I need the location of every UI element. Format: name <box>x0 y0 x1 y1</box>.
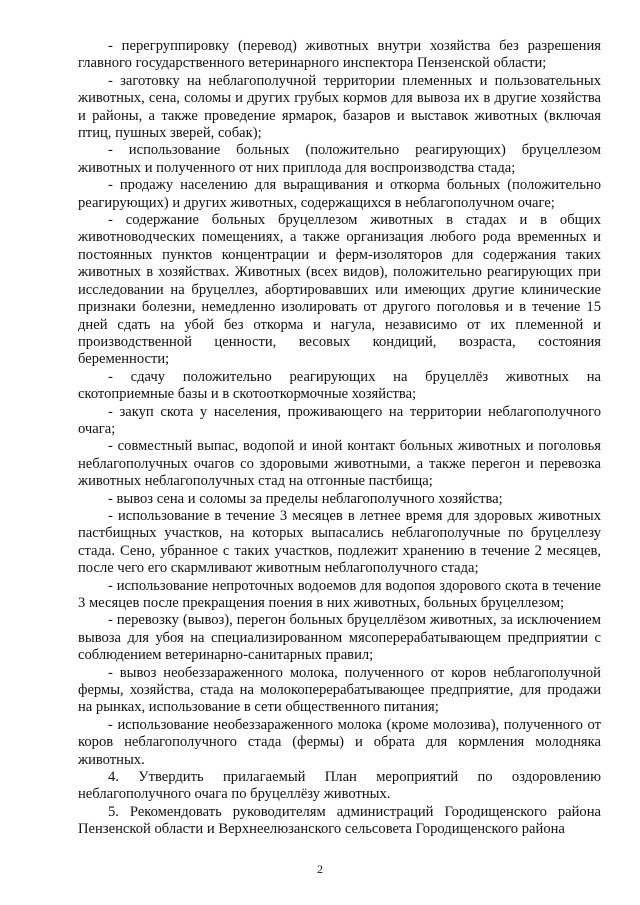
paragraph-3: - использование больных (положительно реагирующих) бруцеллезом животных и полученного от них приплода для воспроизводства стада; <box>78 142 601 176</box>
document-body <box>78 38 601 839</box>
paragraph-8: - совместный выпас, водопой и иной контакт больных животных и поголовья неблагополучных очагов со здоровыми животными, а также перегон и перевозка животных неблагополучных стад на отгонные пастбища; <box>78 438 601 490</box>
paragraph-5: - содержание больных бруцеллезом животных в стадах и в общих животноводческих помещениях, а также организация любого рода временных и постоянных пунктов концентрации и ферм-изоляторов для содержания таких животных в хозяйствах. Животных (всех видов), положительно реагирующих при исследовании на бруцеллез, абортировавших или имеющих другие клинические признаки болезни, немедленно изолировать от другого поголовья и в течение 15 дней сдать на убой без откорма и нагула, независимо от их племенной и производственной ценности, весовых кондиций, возраста, состояния беременности; <box>78 212 601 368</box>
paragraph-9: - вывоз сена и соломы за пределы неблагополучного хозяйства; <box>108 490 503 507</box>
paragraph-16: 5. Рекомендовать руководителям администраций Городищенского района Пензенской области и Верхнеелюзанского сельсовета Городищенского района <box>78 803 601 838</box>
paragraph-7: - закуп скота у населения, проживающего на территории неблагополучного очага; <box>78 403 601 437</box>
page-number: 2 <box>317 862 323 876</box>
paragraph-11: - использование непроточных водоемов для водопоя здорового скота в течение 3 месяцев после прекращения поения в них животных, больных бруцеллезом; <box>78 577 601 611</box>
paragraph-10: - использование в течение 3 месяцев в летнее время для здоровых животных пастбищных участков, на которых выпасались неблагополучные по бруцеллезу стада. Сено, убранное с таких участков, подлежит хранению в течение 2 месяцев, после чего его скармливают животным неблагополучного стада; <box>78 507 601 577</box>
paragraph-6: - сдачу положительно реагирующих на бруцеллёз животных на скотоприемные базы и в скотооткормочные хозяйства; <box>78 368 601 403</box>
paragraph-12: - перевозку (вывоз), перегон больных бруцеллёзом животных, за исключением вывоза для убоя на специализированном мясоперерабатывающем предприятии с соблюдением ветеринарно-санитарных правил; <box>78 612 601 664</box>
paragraph-15: 4. Утвердить прилагаемый План мероприятий по оздоровлению неблагополучного очага по бруцеллёзу животных. <box>78 769 601 803</box>
paragraph-2: - заготовку на неблагополучной территории племенных и пользовательных животных, сена, соломы и других грубых кормов для вывоза их в другие хозяйства и районы, а также проведение ярмарок, базаров и выставок животных (включая птиц, пушных зверей, собак); <box>78 72 601 142</box>
paragraph-13: - вывоз необеззараженного молока, полученного от коров неблагополучной фермы, хозяйства, стада на молокоперерабатывающее предприятие, для продажи на рынках, использование в сети общественного питания; <box>78 664 601 716</box>
paragraph-4: - продажу населению для выращивания и откорма больных (положительно реагирующих) и других животных, содержащихся в неблагополучном очаге; <box>78 177 601 211</box>
paragraph-1: - перегруппировку (перевод) животных внутри хозяйства без разрешения главного государственного ветеринарного инспектора Пензенской области; <box>78 38 601 72</box>
paragraph-14: - использование необеззараженного молока (кроме молозива), полученного от коров неблагополучного стада (фермы) и обрата для кормления молодняка животных. <box>78 716 601 768</box>
